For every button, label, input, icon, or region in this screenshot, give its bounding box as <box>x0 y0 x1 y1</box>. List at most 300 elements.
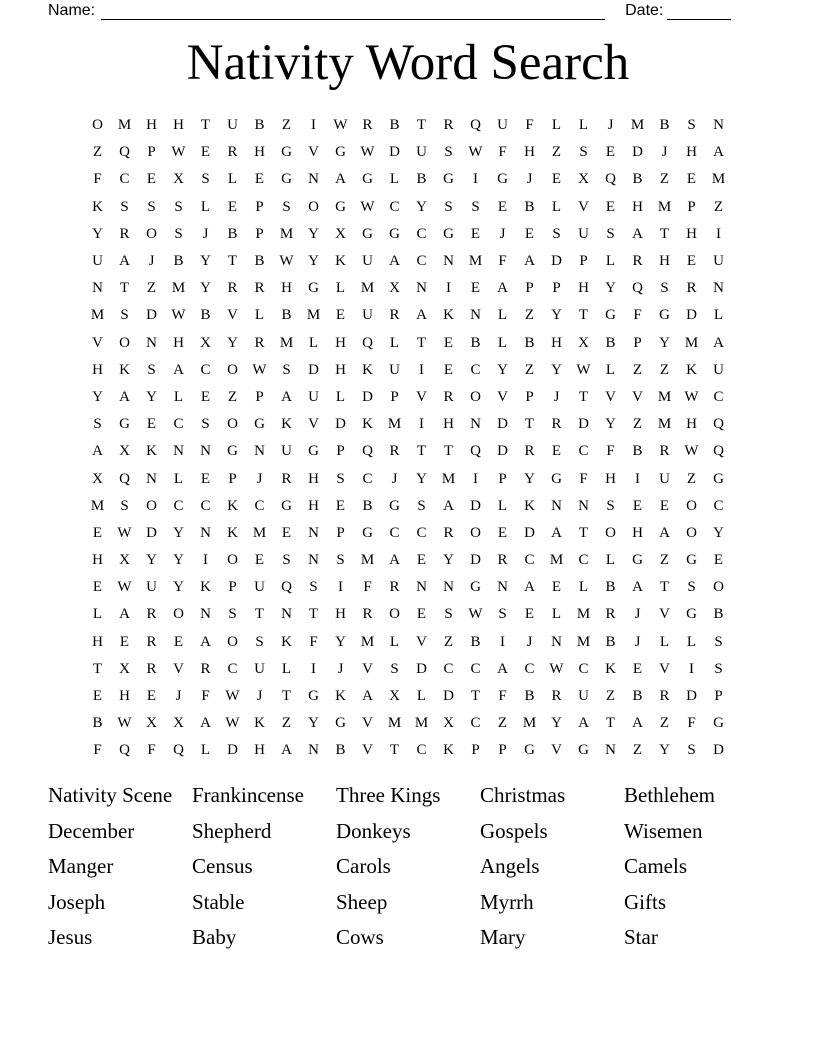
grid-letter[interactable]: Y <box>92 225 103 242</box>
grid-letter[interactable]: U <box>389 361 400 378</box>
grid-letter[interactable]: K <box>362 416 373 433</box>
grid-letter[interactable]: M <box>117 117 132 134</box>
grid-letter[interactable]: Q <box>119 742 130 759</box>
grid-letter[interactable]: G <box>227 443 238 460</box>
grid-letter[interactable]: X <box>335 225 346 242</box>
grid-letter[interactable]: M <box>279 225 294 242</box>
grid-letter[interactable]: R <box>686 280 697 297</box>
grid-letter[interactable]: L <box>200 742 211 759</box>
grid-letter[interactable]: X <box>389 688 400 705</box>
grid-letter[interactable]: W <box>549 660 564 677</box>
grid-letter[interactable]: D <box>551 253 562 270</box>
grid-letter[interactable]: R <box>659 443 670 460</box>
grid-letter[interactable]: R <box>632 253 643 270</box>
grid-letter[interactable]: D <box>146 307 157 324</box>
grid-letter[interactable]: G <box>659 307 670 324</box>
grid-letter[interactable]: R <box>146 633 157 650</box>
grid-letter[interactable]: P <box>255 388 264 405</box>
grid-letter[interactable]: J <box>634 633 641 650</box>
grid-letter[interactable]: U <box>497 117 508 134</box>
grid-letter[interactable]: L <box>497 334 508 351</box>
grid-letter[interactable]: R <box>551 688 562 705</box>
grid-letter[interactable]: L <box>578 117 589 134</box>
grid-letter[interactable]: S <box>93 416 102 433</box>
grid-letter[interactable]: R <box>362 606 373 623</box>
grid-letter[interactable]: Q <box>362 334 373 351</box>
grid-letter[interactable]: E <box>524 225 535 242</box>
grid-letter[interactable]: W <box>360 144 375 161</box>
grid-letter[interactable]: J <box>256 470 263 487</box>
grid-letter[interactable]: Q <box>119 470 130 487</box>
grid-letter[interactable]: M <box>171 280 186 297</box>
grid-letter[interactable]: S <box>714 660 723 677</box>
grid-letter[interactable]: Z <box>281 117 292 134</box>
grid-letter[interactable]: Y <box>524 470 535 487</box>
grid-letter[interactable]: R <box>443 388 454 405</box>
grid-letter[interactable]: E <box>200 388 211 405</box>
grid-letter[interactable]: V <box>578 198 589 215</box>
grid-letter[interactable]: C <box>578 443 589 460</box>
grid-letter[interactable]: N <box>578 497 589 514</box>
grid-letter[interactable]: R <box>389 443 400 460</box>
grid-letter[interactable]: E <box>632 660 643 677</box>
grid-letter[interactable]: I <box>716 225 721 242</box>
grid-letter[interactable]: Z <box>713 198 724 215</box>
grid-letter[interactable]: E <box>200 470 211 487</box>
grid-letter[interactable]: O <box>146 225 157 242</box>
grid-letter[interactable]: W <box>684 388 699 405</box>
grid-letter[interactable]: N <box>551 633 562 650</box>
grid-letter[interactable]: O <box>308 198 319 215</box>
grid-letter[interactable]: D <box>389 144 400 161</box>
grid-letter[interactable]: L <box>254 307 265 324</box>
grid-letter[interactable]: L <box>227 171 238 188</box>
grid-letter[interactable]: B <box>713 606 724 623</box>
grid-letter[interactable]: S <box>498 606 507 623</box>
grid-letter[interactable]: Y <box>308 253 319 270</box>
grid-letter[interactable]: D <box>578 416 589 433</box>
grid-letter[interactable]: B <box>254 117 265 134</box>
grid-letter[interactable]: V <box>362 715 373 732</box>
grid-letter[interactable]: M <box>90 497 105 514</box>
grid-letter[interactable]: L <box>605 361 616 378</box>
grid-letter[interactable]: N <box>470 307 481 324</box>
grid-letter[interactable]: L <box>173 388 184 405</box>
grid-letter[interactable]: H <box>686 416 697 433</box>
grid-letter[interactable]: M <box>441 470 456 487</box>
grid-letter[interactable]: E <box>470 225 481 242</box>
grid-letter[interactable]: S <box>147 361 156 378</box>
grid-letter[interactable]: Q <box>362 443 373 460</box>
grid-letter[interactable]: A <box>200 633 211 650</box>
grid-letter[interactable]: P <box>336 524 345 541</box>
grid-letter[interactable]: M <box>279 334 294 351</box>
grid-letter[interactable]: H <box>524 144 535 161</box>
grid-letter[interactable]: Y <box>659 742 670 759</box>
grid-letter[interactable]: A <box>119 388 130 405</box>
grid-letter[interactable]: S <box>201 416 210 433</box>
grid-letter[interactable]: N <box>443 579 454 596</box>
grid-letter[interactable]: E <box>281 524 292 541</box>
grid-letter[interactable]: K <box>119 361 130 378</box>
grid-letter[interactable]: R <box>659 688 670 705</box>
grid-letter[interactable]: T <box>119 280 130 297</box>
grid-letter[interactable]: A <box>443 497 454 514</box>
grid-letter[interactable]: Y <box>497 361 508 378</box>
grid-letter[interactable]: D <box>524 524 535 541</box>
grid-letter[interactable]: B <box>173 253 184 270</box>
grid-letter[interactable]: E <box>146 416 157 433</box>
grid-letter[interactable]: C <box>443 660 454 677</box>
grid-letter[interactable]: F <box>93 742 102 759</box>
grid-letter[interactable]: R <box>389 307 400 324</box>
grid-letter[interactable]: S <box>336 470 345 487</box>
grid-letter[interactable]: S <box>390 660 399 677</box>
grid-letter[interactable]: S <box>120 198 129 215</box>
grid-letter[interactable]: Y <box>416 470 427 487</box>
grid-letter[interactable]: H <box>146 117 157 134</box>
grid-letter[interactable]: T <box>470 688 481 705</box>
grid-letter[interactable]: H <box>632 524 643 541</box>
grid-letter[interactable]: W <box>576 361 591 378</box>
grid-letter[interactable]: S <box>687 579 696 596</box>
grid-letter[interactable]: Y <box>227 334 238 351</box>
grid-letter[interactable]: V <box>173 660 184 677</box>
grid-letter[interactable]: A <box>659 524 670 541</box>
grid-letter[interactable]: G <box>389 225 400 242</box>
grid-letter[interactable]: A <box>578 715 589 732</box>
grid-letter[interactable]: H <box>92 633 103 650</box>
grid-letter[interactable]: T <box>524 416 535 433</box>
grid-letter[interactable]: L <box>551 606 562 623</box>
grid-letter[interactable]: P <box>471 742 480 759</box>
grid-letter[interactable]: I <box>203 552 208 569</box>
grid-letter[interactable]: Q <box>470 443 481 460</box>
grid-letter[interactable]: Z <box>443 633 454 650</box>
grid-letter[interactable]: G <box>470 579 481 596</box>
grid-letter[interactable]: U <box>362 253 373 270</box>
grid-letter[interactable]: P <box>687 198 696 215</box>
grid-letter[interactable]: G <box>605 307 616 324</box>
grid-letter[interactable]: M <box>252 524 267 541</box>
grid-letter[interactable]: A <box>281 388 292 405</box>
grid-letter[interactable]: Y <box>443 552 454 569</box>
grid-letter[interactable]: L <box>281 660 292 677</box>
grid-letter[interactable]: L <box>578 579 589 596</box>
grid-letter[interactable]: W <box>279 253 294 270</box>
grid-letter[interactable]: F <box>309 633 318 650</box>
grid-letter[interactable]: P <box>498 470 507 487</box>
grid-letter[interactable]: S <box>444 198 453 215</box>
grid-letter[interactable]: S <box>336 552 345 569</box>
grid-letter[interactable]: C <box>524 660 535 677</box>
grid-letter[interactable]: U <box>659 470 670 487</box>
grid-letter[interactable]: A <box>551 524 562 541</box>
grid-letter[interactable]: X <box>578 171 589 188</box>
grid-letter[interactable]: O <box>119 334 130 351</box>
grid-letter[interactable]: Z <box>659 552 670 569</box>
grid-letter[interactable]: Y <box>200 280 211 297</box>
grid-letter[interactable]: Z <box>632 416 643 433</box>
grid-letter[interactable]: O <box>389 606 400 623</box>
grid-letter[interactable]: Q <box>605 171 616 188</box>
grid-letter[interactable]: K <box>335 253 346 270</box>
grid-letter[interactable]: S <box>309 579 318 596</box>
grid-letter[interactable]: H <box>632 198 643 215</box>
grid-letter[interactable]: E <box>659 497 670 514</box>
grid-letter[interactable]: J <box>256 688 263 705</box>
grid-letter[interactable]: U <box>578 225 589 242</box>
grid-letter[interactable]: T <box>254 606 265 623</box>
grid-letter[interactable]: L <box>335 280 346 297</box>
grid-letter[interactable]: M <box>522 715 537 732</box>
grid-letter[interactable]: C <box>578 552 589 569</box>
grid-letter[interactable]: C <box>578 660 589 677</box>
grid-letter[interactable]: N <box>92 280 103 297</box>
grid-letter[interactable]: Q <box>713 443 724 460</box>
grid-letter[interactable]: R <box>254 280 265 297</box>
grid-letter[interactable]: E <box>686 171 697 188</box>
grid-letter[interactable]: Y <box>200 253 211 270</box>
grid-letter[interactable]: E <box>551 171 562 188</box>
grid-letter[interactable]: D <box>443 688 454 705</box>
grid-letter[interactable]: X <box>578 334 589 351</box>
grid-letter[interactable]: G <box>524 742 535 759</box>
grid-letter[interactable]: A <box>362 688 373 705</box>
grid-letter[interactable]: C <box>362 470 373 487</box>
grid-letter[interactable]: U <box>281 443 292 460</box>
grid-letter[interactable]: U <box>254 660 265 677</box>
grid-letter[interactable]: B <box>227 225 238 242</box>
grid-letter[interactable]: B <box>524 334 535 351</box>
grid-letter[interactable]: L <box>335 388 346 405</box>
grid-letter[interactable]: G <box>281 171 292 188</box>
grid-letter[interactable]: O <box>713 579 724 596</box>
grid-letter[interactable]: I <box>419 361 424 378</box>
grid-letter[interactable]: L <box>308 334 319 351</box>
grid-letter[interactable]: S <box>282 198 291 215</box>
grid-letter[interactable]: P <box>714 688 723 705</box>
grid-letter[interactable]: C <box>173 416 184 433</box>
grid-letter[interactable]: F <box>147 742 156 759</box>
grid-letter[interactable]: X <box>443 715 454 732</box>
grid-letter[interactable]: M <box>630 117 645 134</box>
grid-letter[interactable]: G <box>308 443 319 460</box>
grid-letter[interactable]: U <box>308 388 319 405</box>
grid-letter[interactable]: O <box>686 524 697 541</box>
grid-letter[interactable]: Q <box>713 416 724 433</box>
grid-letter[interactable]: P <box>579 253 588 270</box>
grid-letter[interactable]: K <box>686 361 697 378</box>
grid-letter[interactable]: J <box>337 660 344 677</box>
grid-letter[interactable]: T <box>416 334 427 351</box>
grid-letter[interactable]: Y <box>551 361 562 378</box>
grid-letter[interactable]: B <box>254 253 265 270</box>
grid-letter[interactable]: M <box>576 633 591 650</box>
grid-letter[interactable]: E <box>713 552 724 569</box>
grid-letter[interactable]: D <box>497 416 508 433</box>
grid-letter[interactable]: Z <box>605 688 616 705</box>
grid-letter[interactable]: L <box>605 253 616 270</box>
grid-letter[interactable]: D <box>362 388 373 405</box>
grid-letter[interactable]: S <box>714 633 723 650</box>
grid-letter[interactable]: S <box>444 144 453 161</box>
grid-letter[interactable]: R <box>443 117 454 134</box>
grid-letter[interactable]: M <box>360 280 375 297</box>
grid-letter[interactable]: E <box>92 688 103 705</box>
grid-letter[interactable]: C <box>416 742 427 759</box>
grid-letter[interactable]: V <box>605 388 616 405</box>
grid-letter[interactable]: L <box>605 552 616 569</box>
grid-letter[interactable]: I <box>473 171 478 188</box>
grid-letter[interactable]: A <box>713 144 724 161</box>
grid-letter[interactable]: B <box>389 117 400 134</box>
grid-letter[interactable]: Y <box>146 552 157 569</box>
grid-letter[interactable]: W <box>684 443 699 460</box>
grid-letter[interactable]: S <box>444 606 453 623</box>
grid-letter[interactable]: E <box>470 280 481 297</box>
grid-letter[interactable]: D <box>713 742 724 759</box>
grid-letter[interactable]: N <box>443 253 454 270</box>
grid-letter[interactable]: K <box>524 497 535 514</box>
grid-letter[interactable]: G <box>686 606 697 623</box>
grid-letter[interactable]: R <box>443 524 454 541</box>
grid-letter[interactable]: A <box>632 715 643 732</box>
grid-letter[interactable]: C <box>524 552 535 569</box>
grid-letter[interactable]: X <box>146 715 157 732</box>
grid-letter[interactable]: T <box>200 117 211 134</box>
grid-letter[interactable]: A <box>632 579 643 596</box>
grid-letter[interactable]: H <box>335 334 346 351</box>
grid-letter[interactable]: J <box>175 688 182 705</box>
grid-letter[interactable]: X <box>119 443 130 460</box>
grid-letter[interactable]: U <box>362 307 373 324</box>
grid-letter[interactable]: B <box>281 307 292 324</box>
grid-letter[interactable]: K <box>146 443 157 460</box>
grid-letter[interactable]: E <box>416 552 427 569</box>
grid-letter[interactable]: W <box>117 579 132 596</box>
grid-letter[interactable]: E <box>254 171 265 188</box>
grid-letter[interactable]: R <box>254 334 265 351</box>
grid-letter[interactable]: T <box>578 388 589 405</box>
grid-letter[interactable]: B <box>632 443 643 460</box>
grid-letter[interactable]: T <box>659 579 670 596</box>
grid-letter[interactable]: S <box>147 198 156 215</box>
grid-letter[interactable]: H <box>335 361 346 378</box>
grid-letter[interactable]: B <box>632 688 643 705</box>
grid-letter[interactable]: A <box>92 443 103 460</box>
grid-letter[interactable]: P <box>255 198 264 215</box>
grid-letter[interactable]: P <box>633 334 642 351</box>
grid-letter[interactable]: T <box>659 225 670 242</box>
grid-letter[interactable]: R <box>497 552 508 569</box>
grid-letter[interactable]: U <box>92 253 103 270</box>
grid-letter[interactable]: N <box>713 280 724 297</box>
grid-letter[interactable]: D <box>227 742 238 759</box>
grid-letter[interactable]: N <box>308 171 319 188</box>
grid-letter[interactable]: G <box>713 470 724 487</box>
grid-letter[interactable]: D <box>416 660 427 677</box>
grid-letter[interactable]: B <box>605 334 616 351</box>
grid-letter[interactable]: M <box>549 552 564 569</box>
grid-letter[interactable]: C <box>713 497 724 514</box>
grid-letter[interactable]: Y <box>173 579 184 596</box>
grid-letter[interactable]: W <box>171 144 186 161</box>
grid-letter[interactable]: P <box>552 280 561 297</box>
grid-letter[interactable]: G <box>713 715 724 732</box>
grid-letter[interactable]: O <box>227 416 238 433</box>
grid-letter[interactable]: J <box>607 117 614 134</box>
grid-letter[interactable]: T <box>605 715 616 732</box>
grid-letter[interactable]: J <box>661 144 668 161</box>
grid-letter[interactable]: W <box>333 117 348 134</box>
grid-letter[interactable]: S <box>471 198 480 215</box>
grid-letter[interactable]: Z <box>632 742 643 759</box>
grid-letter[interactable]: G <box>632 552 643 569</box>
grid-letter[interactable]: J <box>499 225 506 242</box>
grid-letter[interactable]: S <box>552 225 561 242</box>
grid-letter[interactable]: L <box>389 171 400 188</box>
grid-letter[interactable]: H <box>605 470 616 487</box>
grid-letter[interactable]: V <box>632 388 643 405</box>
grid-letter[interactable]: E <box>92 524 103 541</box>
grid-letter[interactable]: K <box>281 416 292 433</box>
grid-letter[interactable]: T <box>416 443 427 460</box>
grid-letter[interactable]: Y <box>308 225 319 242</box>
grid-letter[interactable]: V <box>551 742 562 759</box>
grid-letter[interactable]: K <box>335 688 346 705</box>
grid-letter[interactable]: J <box>391 470 398 487</box>
grid-letter[interactable]: H <box>173 334 184 351</box>
grid-letter[interactable]: Q <box>632 280 643 297</box>
grid-letter[interactable]: D <box>497 443 508 460</box>
grid-letter[interactable]: M <box>657 416 672 433</box>
grid-letter[interactable]: R <box>227 280 238 297</box>
grid-letter[interactable]: N <box>470 416 481 433</box>
grid-letter[interactable]: Y <box>173 524 184 541</box>
grid-letter[interactable]: V <box>92 334 103 351</box>
grid-letter[interactable]: N <box>146 334 157 351</box>
grid-letter[interactable]: H <box>254 742 265 759</box>
grid-letter[interactable]: C <box>416 524 427 541</box>
grid-letter[interactable]: E <box>605 144 616 161</box>
grid-letter[interactable]: F <box>498 688 507 705</box>
grid-letter[interactable]: V <box>497 388 508 405</box>
grid-letter[interactable]: O <box>686 497 697 514</box>
grid-letter[interactable]: A <box>497 660 508 677</box>
grid-letter[interactable]: L <box>497 307 508 324</box>
grid-letter[interactable]: X <box>200 334 211 351</box>
grid-letter[interactable]: W <box>117 524 132 541</box>
grid-letter[interactable]: Y <box>605 280 616 297</box>
grid-letter[interactable]: L <box>92 606 103 623</box>
grid-letter[interactable]: N <box>200 524 211 541</box>
grid-letter[interactable]: R <box>281 470 292 487</box>
grid-letter[interactable]: G <box>254 416 265 433</box>
grid-letter[interactable]: Y <box>92 388 103 405</box>
grid-letter[interactable]: I <box>689 660 694 677</box>
grid-letter[interactable]: C <box>389 524 400 541</box>
grid-letter[interactable]: S <box>606 225 615 242</box>
grid-letter[interactable]: R <box>227 144 238 161</box>
grid-letter[interactable]: N <box>308 524 319 541</box>
grid-letter[interactable]: G <box>389 497 400 514</box>
grid-letter[interactable]: A <box>335 171 346 188</box>
grid-letter[interactable]: Z <box>659 715 670 732</box>
grid-letter[interactable]: I <box>500 633 505 650</box>
grid-letter[interactable]: P <box>147 144 156 161</box>
grid-letter[interactable]: F <box>606 443 615 460</box>
